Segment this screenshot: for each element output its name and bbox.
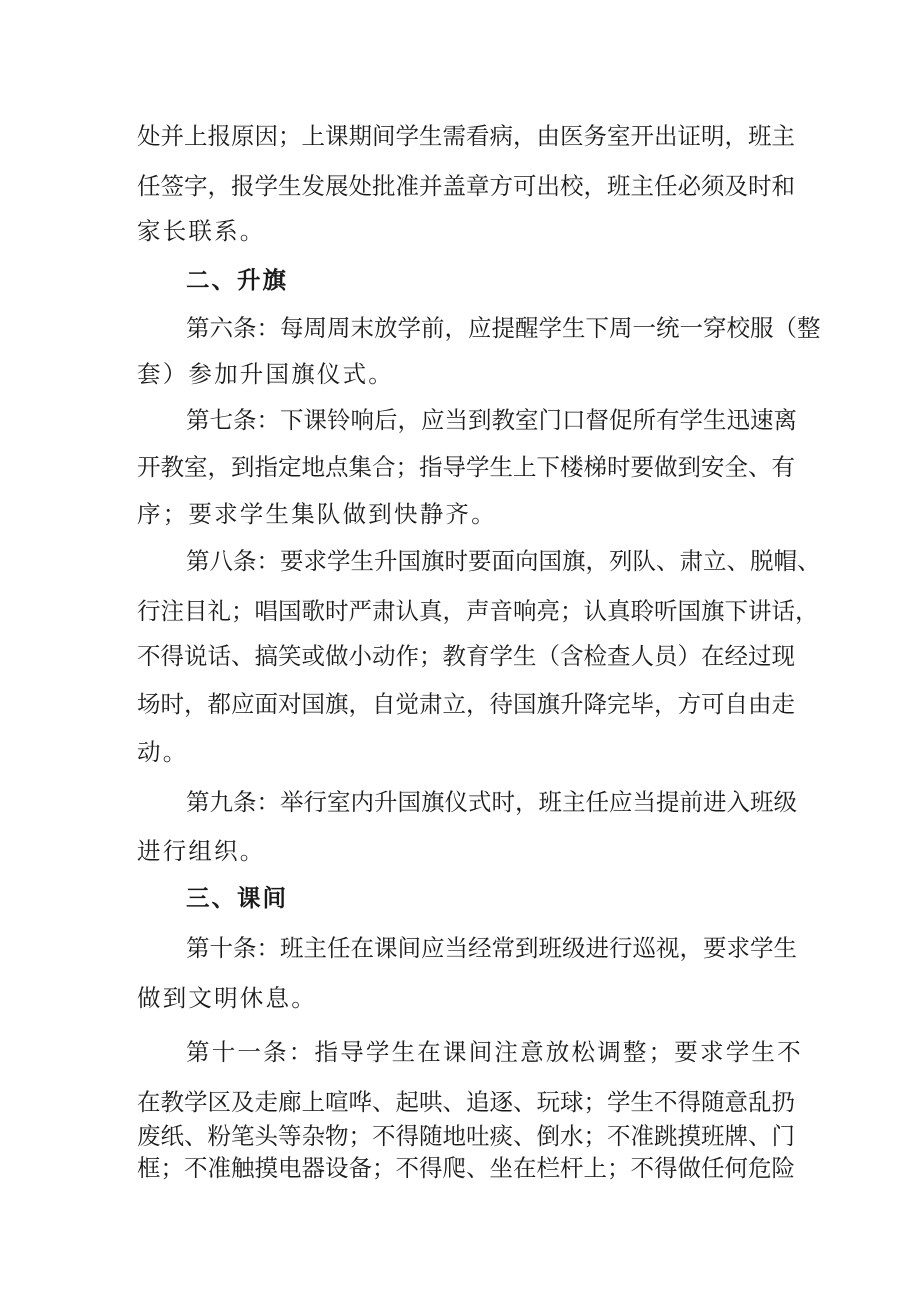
paragraph-line: 第八条：要求学生升国旗时要面向国旗，列队、肃立、脱帽、: [186, 547, 821, 575]
body-line: 动。: [137, 738, 189, 766]
paragraph-line: 第七条：下课铃响后，应当到教室门口督促所有学生迅速离: [186, 406, 797, 434]
body-line: 做到文明休息。: [137, 984, 317, 1012]
body-line: 废纸、粉笔头等杂物；不得随地吐痰、倒水；不准跳摸班牌、门: [137, 1122, 795, 1150]
section-heading-flag-raising: 二、升旗: [186, 266, 288, 294]
paragraph-line: 第十一条：指导学生在课间注意放松调整；要求学生不: [186, 1038, 803, 1066]
paragraph-line: 第十条：班主任在课间应当经常到班级进行巡视，要求学生: [186, 934, 797, 962]
body-line: 行注目礼；唱国歌时严肃认真，声音响亮；认真聆听国旗下讲话，: [137, 597, 819, 625]
paragraph-line: 第九条：举行室内升国旗仪式时，班主任应当提前进入班级: [186, 788, 797, 816]
paragraph-line: 第六条：每周周末放学前，应提醒学生下周一统一穿校服（整: [186, 314, 821, 342]
body-line: 套）参加升国旗仪式。: [137, 360, 394, 388]
body-line: 序；要求学生集队做到快静齐。: [137, 500, 497, 528]
section-heading-break-time: 三、课间: [186, 884, 288, 912]
body-line: 家长联系。: [137, 217, 266, 245]
body-line: 开教室，到指定地点集合；指导学生上下楼梯时要做到安全、有: [137, 453, 795, 481]
body-line: 进行组织。: [137, 837, 266, 865]
body-line: 任签字，报学生发展处批准并盖章方可出校，班主任必须及时和: [137, 172, 795, 200]
body-line: 场时，都应面对国旗，自觉肃立，待国旗升降完毕，方可自由走: [137, 690, 795, 718]
body-line: 框；不准触摸电器设备；不得爬、坐在栏杆上；不得做任何危险: [137, 1154, 795, 1182]
body-line: 处并上报原因；上课期间学生需看病，由医务室开出证明，班主: [137, 122, 795, 150]
body-line: 不得说话、搞笑或做小动作；教育学生（含检查人员）在经过现: [137, 642, 795, 670]
body-line: 在教学区及走廊上喧哗、起哄、追逐、玩球；学生不得随意乱扔: [137, 1088, 795, 1116]
